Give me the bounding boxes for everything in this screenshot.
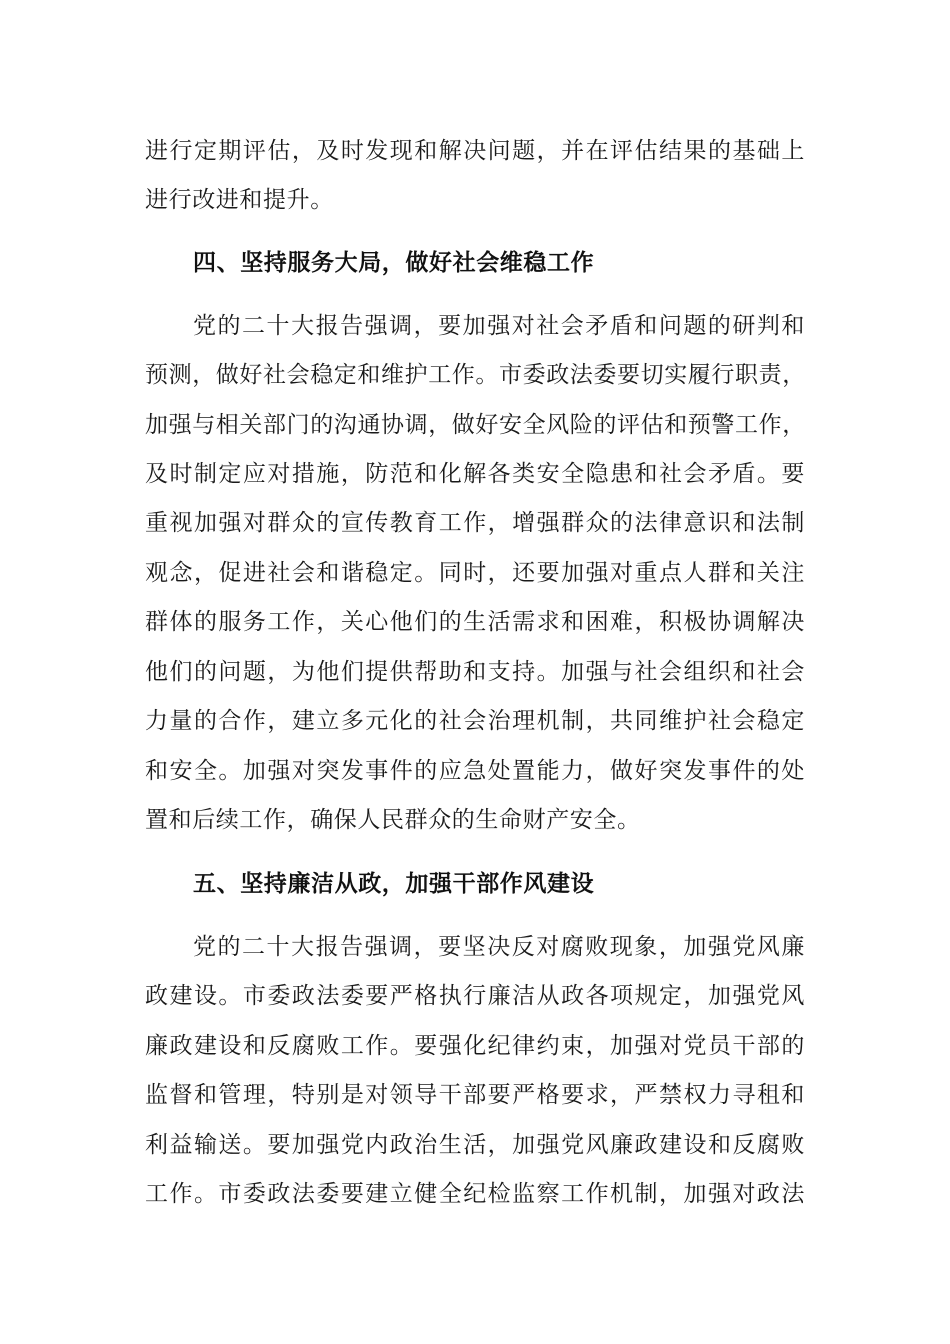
section-heading-5: 五、坚持廉洁从政，加强干部作风建设 [193,871,595,897]
paragraph-line: 力量的合作，建立多元化的社会治理机制，共同维护社会稳定 [145,708,805,734]
paragraph-line: 预测，做好社会稳定和维护工作。市委政法委要切实履行职责， [145,362,806,388]
paragraph-line: 重视加强对群众的宣传教育工作，增强群众的法律意识和法制 [145,510,805,536]
paragraph-line: 及时制定应对措施，防范和化解各类安全隐患和社会矛盾。要 [145,461,805,487]
paragraph-line: 廉政建设和反腐败工作。要强化纪律约束，加强对党员干部的 [145,1033,805,1059]
paragraph-line: 党的二十大报告强调，要坚决反对腐败现象，加强党风廉 [193,934,805,960]
paragraph-line: 加强与相关部门的沟通协调，做好安全风险的评估和预警工作， [145,412,806,438]
paragraph-line: 他们的问题，为他们提供帮助和支持。加强与社会组织和社会 [145,659,805,685]
paragraph-line: 进行改进和提升。 [145,187,334,213]
paragraph-line: 党的二十大报告强调，要加强对社会矛盾和问题的研判和 [193,313,805,339]
paragraph-line: 工作。市委政法委要建立健全纪检监察工作机制，加强对政法 [145,1181,805,1207]
paragraph-line: 利益输送。要加强党内政治生活，加强党风廉政建设和反腐败 [145,1132,805,1158]
paragraph-line: 政建设。市委政法委要严格执行廉洁从政各项规定，加强党风 [145,983,805,1009]
paragraph-line: 和安全。加强对突发事件的应急处置能力，做好突发事件的处 [145,758,805,784]
paragraph-line: 进行定期评估，及时发现和解决问题，并在评估结果的基础上 [145,138,805,164]
section-heading-4: 四、坚持服务大局，做好社会维稳工作 [193,250,595,276]
paragraph-line: 置和后续工作，确保人民群众的生命财产安全。 [145,807,641,833]
paragraph-line: 观念，促进社会和谐稳定。同时，还要加强对重点人群和关注 [145,560,805,586]
paragraph-line: 群体的服务工作，关心他们的生活需求和困难，积极协调解决 [145,609,805,635]
paragraph-line: 监督和管理，特别是对领导干部要严格要求，严禁权力寻租和 [145,1082,805,1108]
